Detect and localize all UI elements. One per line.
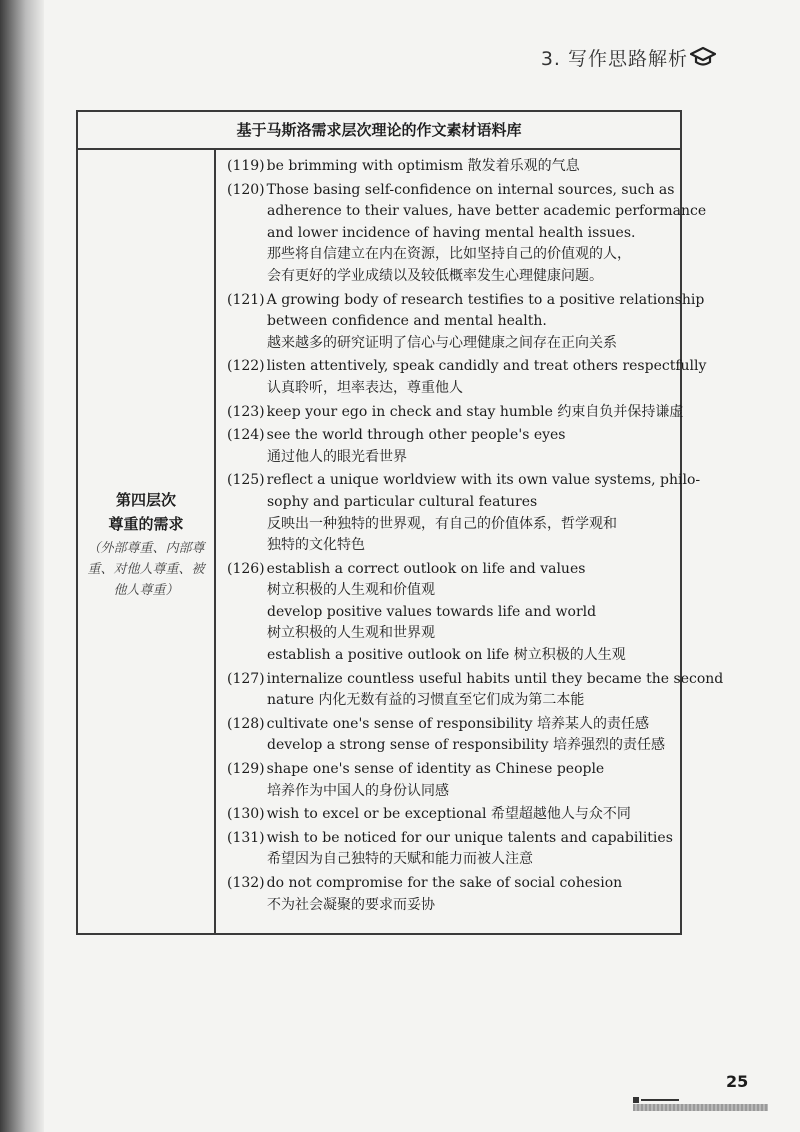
- entry-continuation-line: [216, 735, 676, 757]
- entry-text: nature 内化无数有益的习惯直至它们成为第二本能: [267, 692, 585, 709]
- footer-bar: [633, 1104, 768, 1111]
- entry-first-line: [216, 873, 676, 895]
- entry-continuation-line: [216, 244, 676, 266]
- entry-item: [216, 759, 676, 802]
- entry-number: (126): [227, 560, 265, 577]
- entry-first-line: [216, 402, 684, 424]
- entry-continuation-line: [216, 492, 676, 514]
- table-title: 基于马斯洛需求层次理论的作文素材语料库: [78, 112, 680, 150]
- entry-text: wish to be noticed for our unique talents and capabilities: [266, 829, 673, 846]
- entry-text: 会有更好的学业成绩以及较低概率发生心理健康问题。: [267, 267, 603, 284]
- entry-continuation-line: [216, 781, 676, 803]
- entry-text: reflect a unique worldview with its own value systems, philo-: [266, 472, 701, 489]
- entry-continuation-line: [216, 201, 707, 223]
- entry-number: (120): [227, 181, 265, 198]
- entry-continuation-line: [216, 895, 676, 917]
- entry-item: [216, 425, 676, 468]
- entry-number: (121): [227, 291, 265, 308]
- entry-first-line: [216, 669, 724, 691]
- entry-number: (124): [227, 427, 265, 444]
- need-level: 第四层次: [115, 491, 176, 509]
- entry-text: and lower incidence of having mental health issues.: [267, 224, 636, 241]
- entry-text: between confidence and mental health.: [267, 313, 547, 330]
- entry-number: (122): [227, 358, 265, 375]
- entry-continuation-line: [216, 645, 676, 667]
- entry-text: internalize countless useful habits until they became the second: [266, 670, 724, 687]
- entry-item: [216, 156, 676, 178]
- entry-first-line: [216, 714, 676, 736]
- entry-text: 树立积极的人生观和世界观: [267, 625, 435, 642]
- entry-continuation-line: [216, 602, 676, 624]
- entry-continuation-line: [216, 266, 676, 288]
- entry-item: [216, 873, 676, 916]
- entry-item: [216, 180, 707, 288]
- entry-first-line: [216, 759, 676, 781]
- entry-text: see the world through other people's eyes: [266, 427, 566, 444]
- entry-number: (131): [227, 829, 265, 846]
- entries-list: [216, 156, 724, 918]
- entry-text: 通过他人的眼光看世界: [267, 448, 407, 465]
- entry-text: develop positive values towards life and world: [267, 603, 597, 620]
- entry-continuation-line: [216, 623, 676, 645]
- entry-number: (129): [227, 761, 265, 778]
- entry-number: (132): [227, 875, 265, 891]
- entry-text: 希望因为自己独特的天赋和能力而被人注意: [267, 851, 533, 868]
- footer-rule: [641, 1099, 679, 1101]
- entry-continuation-line: [216, 447, 676, 469]
- entry-first-line: [216, 156, 676, 178]
- section-header: 3. 写作思路解析: [540, 48, 688, 70]
- footer-dot: [633, 1097, 639, 1103]
- entry-first-line: [216, 290, 705, 312]
- entry-item: [216, 828, 676, 871]
- need-detail: （外部尊重、内部尊重、对他人尊重、被他人尊重）: [87, 541, 205, 598]
- entry-item: [216, 402, 684, 424]
- entry-continuation-line: [216, 535, 676, 557]
- entry-text: 反映出一种独特的世界观，有自己的价值体系，哲学观和: [267, 515, 617, 532]
- entry-first-line: [216, 356, 707, 378]
- entry-item: [216, 470, 701, 556]
- entry-text: sophy and particular cultural features: [267, 493, 538, 510]
- entry-text: 培养作为中国人的身份认同感: [267, 782, 449, 799]
- entry-text: A growing body of research testifies to a positive relationship: [266, 291, 705, 308]
- entry-number: (123): [227, 403, 265, 420]
- entry-item: [216, 356, 707, 399]
- entry-continuation-line: [216, 849, 676, 871]
- entry-first-line: [216, 559, 676, 581]
- entry-item: [216, 290, 705, 355]
- entry-text: listen attentively, speak candidly and treat others respectfully: [266, 358, 707, 375]
- entry-first-line: [216, 470, 701, 492]
- entry-continuation-line: [216, 690, 676, 712]
- entry-first-line: [216, 804, 676, 826]
- entry-text: establish a correct outlook on life and values: [266, 560, 586, 577]
- entry-text: 独特的文化特色: [267, 537, 365, 554]
- entry-first-line: [216, 828, 676, 850]
- entry-text: adherence to their values, have better academic performance: [267, 203, 707, 220]
- entry-number: (119): [227, 158, 265, 174]
- entry-text: keep your ego in check and stay humble 约束自负并保持谦虚: [266, 403, 684, 420]
- entry-text: 越来越多的研究证明了信心与心理健康之间存在正向关系: [267, 334, 617, 351]
- entry-continuation-line: [216, 333, 676, 355]
- entry-first-line: [216, 425, 676, 447]
- page-number: 25: [726, 1072, 749, 1091]
- entry-continuation-line: [216, 378, 676, 400]
- entry-item: [216, 669, 724, 712]
- entry-continuation-line: [216, 514, 676, 536]
- entry-item: [216, 804, 676, 826]
- entry-text: develop a strong sense of responsibility 培养强烈的责任感: [267, 737, 665, 754]
- entry-text: 树立积极的人生观和价值观: [267, 582, 435, 599]
- entry-number: (128): [227, 715, 265, 732]
- entry-text: establish a positive outlook on life 树立积极的人生观: [267, 647, 626, 664]
- entry-number: (127): [227, 670, 265, 687]
- entry-first-line: [216, 180, 676, 202]
- entry-continuation-line: [216, 311, 676, 333]
- entry-text: be brimming with optimism 散发着乐观的气息: [266, 158, 580, 174]
- entry-text: do not compromise for the sake of social cohesion: [266, 875, 623, 891]
- entry-item: [216, 559, 676, 667]
- corpus-table: [76, 110, 724, 935]
- entry-text: cultivate one's sense of responsibility 培养某人的责任感: [266, 715, 650, 732]
- entry-text: 不为社会凝聚的要求而妥协: [267, 896, 435, 913]
- entry-number: (130): [227, 806, 265, 823]
- need-name: 尊重的需求: [108, 515, 184, 533]
- book-spine-shadow: [0, 0, 44, 1132]
- category-cell: [78, 148, 216, 933]
- entry-text: wish to excel or be exceptional 希望超越他人与众不同: [266, 806, 631, 823]
- entry-text: 认真聆听，坦率表达，尊重他人: [267, 379, 463, 396]
- entry-continuation-line: [216, 223, 676, 245]
- entry-continuation-line: [216, 580, 676, 602]
- entry-item: [216, 714, 676, 757]
- graduation-cap-icon: [690, 46, 716, 68]
- entry-text: Those basing self-confidence on internal sources, such as: [266, 181, 675, 198]
- entry-text: shape one's sense of identity as Chinese people: [266, 761, 605, 778]
- entry-number: (125): [227, 472, 265, 489]
- entry-text: 那些将自信建立在内在资源，比如坚持自己的价值观的人，: [267, 246, 631, 263]
